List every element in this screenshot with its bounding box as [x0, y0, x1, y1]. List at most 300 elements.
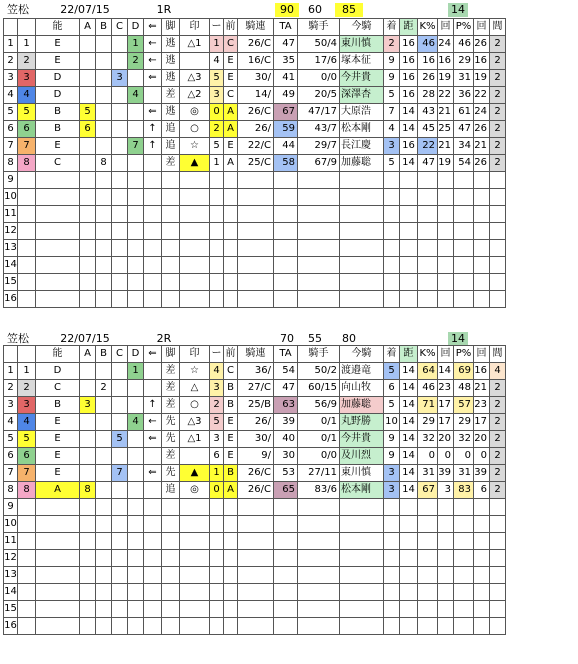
- prev-rank: [210, 291, 224, 308]
- p-percent: [454, 584, 474, 601]
- p-percent: [454, 206, 474, 223]
- ability-grade: E: [36, 53, 80, 70]
- prev-rank: [210, 618, 224, 635]
- row-number: 1: [4, 36, 18, 53]
- rank-d: [128, 465, 144, 482]
- jockey-name: [340, 274, 384, 291]
- jockey-record: [298, 189, 340, 206]
- jockey-record: [298, 291, 340, 308]
- jockey-name: 今井貴: [340, 431, 384, 448]
- ta-score: [274, 550, 298, 567]
- prediction-mark-box[interactable]: ◎: [180, 482, 210, 499]
- finish: 7: [384, 104, 400, 121]
- row-number: 9: [4, 499, 18, 516]
- prediction-mark-box[interactable]: [180, 448, 210, 465]
- rank-c: [112, 274, 128, 291]
- arrow-mark: ⇐: [144, 431, 162, 448]
- jockey-combo: 30/: [238, 431, 274, 448]
- column-header: 閭: [490, 346, 506, 363]
- finish: 5: [384, 87, 400, 104]
- column-header: [18, 19, 36, 36]
- rank-d: [128, 516, 144, 533]
- count-2: [474, 533, 490, 550]
- interval: [490, 274, 506, 291]
- rank-c: [112, 138, 128, 155]
- count-1: 3: [438, 482, 454, 499]
- jockey-record: 17/6: [298, 53, 340, 70]
- distance: [400, 516, 418, 533]
- rank-a: [80, 431, 96, 448]
- table-row[interactable]: [4, 104, 506, 121]
- jockey-record: 29/7: [298, 138, 340, 155]
- count-1: [438, 601, 454, 618]
- arrow-mark: [144, 189, 162, 206]
- ta-score: 40: [274, 431, 298, 448]
- ta-score: 39: [274, 414, 298, 431]
- rank-c: [112, 172, 128, 189]
- table-row[interactable]: [4, 274, 506, 291]
- table-row[interactable]: [4, 618, 506, 635]
- arrow-mark: [144, 274, 162, 291]
- prediction-mark-box[interactable]: △2: [180, 87, 210, 104]
- count-1: [438, 189, 454, 206]
- jockey-record: [298, 257, 340, 274]
- k-percent: 28: [418, 87, 438, 104]
- table-row[interactable]: [4, 291, 506, 308]
- column-header: TA: [274, 19, 298, 36]
- table-row[interactable]: [4, 240, 506, 257]
- header-row: [4, 346, 506, 363]
- gate-number: [18, 567, 36, 584]
- rank-a: [80, 87, 96, 104]
- position-grade: B: [224, 465, 238, 482]
- position-grade: [224, 499, 238, 516]
- k-percent: [418, 206, 438, 223]
- k-percent: 32: [418, 431, 438, 448]
- count-1: [438, 257, 454, 274]
- jockey-record: 60/15: [298, 380, 340, 397]
- p-percent: 36: [454, 87, 474, 104]
- gate-number: [18, 550, 36, 567]
- distance: 14: [400, 482, 418, 499]
- rank-d: [128, 567, 144, 584]
- prediction-mark: [180, 533, 210, 550]
- finish: 9: [384, 431, 400, 448]
- jockey-combo: [238, 274, 274, 291]
- position-grade: E: [224, 70, 238, 87]
- count-1: [438, 206, 454, 223]
- jockey-record: 43/7: [298, 121, 340, 138]
- column-header: 前: [224, 19, 238, 36]
- interval: 2: [490, 70, 506, 87]
- column-header: [4, 346, 18, 363]
- ability-grade: [36, 567, 80, 584]
- jockey-name: 東川慎: [340, 36, 384, 53]
- rank-a: 5: [80, 104, 96, 121]
- count-1: [438, 240, 454, 257]
- rank-b: [96, 516, 112, 533]
- arrow-mark: [144, 291, 162, 308]
- finish: [384, 533, 400, 550]
- rank-d: [128, 397, 144, 414]
- distance: [400, 601, 418, 618]
- rank-a: [80, 363, 96, 380]
- jockey-name: [340, 240, 384, 257]
- ta-score: [274, 172, 298, 189]
- rank-c: [112, 104, 128, 121]
- jockey-name: 及川烈: [340, 448, 384, 465]
- rank-b: [96, 414, 112, 431]
- prediction-mark-box[interactable]: ▲: [180, 465, 210, 482]
- prediction-mark: [180, 618, 210, 635]
- rank-b: 8: [96, 155, 112, 172]
- distance: [400, 291, 418, 308]
- rank-b: [96, 172, 112, 189]
- count-2: [474, 550, 490, 567]
- table-row[interactable]: [4, 155, 506, 172]
- rank-a: [80, 206, 96, 223]
- prediction-mark-box[interactable]: ○: [180, 121, 210, 138]
- table-row[interactable]: [4, 465, 506, 482]
- date-label: 22/07/15: [60, 332, 110, 345]
- prediction-mark: [180, 189, 210, 206]
- finish: 9: [384, 53, 400, 70]
- distance: 14: [400, 414, 418, 431]
- jockey-name: [340, 550, 384, 567]
- count-1: 0: [438, 448, 454, 465]
- arrow-mark: ←: [144, 36, 162, 53]
- jockey-name: [340, 584, 384, 601]
- rank-b: [96, 121, 112, 138]
- arrow-mark: [144, 482, 162, 499]
- position-grade: [224, 533, 238, 550]
- jockey-name: 加藤聡: [340, 155, 384, 172]
- jockey-combo: 27/C: [238, 380, 274, 397]
- position-grade: E: [224, 53, 238, 70]
- count-2: 23: [474, 397, 490, 414]
- prev-rank: 4: [210, 363, 224, 380]
- prediction-mark: [180, 550, 210, 567]
- k-percent: 29: [418, 414, 438, 431]
- prev-rank: [210, 240, 224, 257]
- ability-grade: C: [36, 155, 80, 172]
- k-percent: [418, 240, 438, 257]
- gate-number: [18, 274, 36, 291]
- table-row[interactable]: [4, 36, 506, 53]
- rank-b: [96, 465, 112, 482]
- table-row[interactable]: [4, 482, 506, 499]
- gate-number: 8: [18, 155, 36, 172]
- p-percent: 29: [454, 53, 474, 70]
- ta-score: 53: [274, 465, 298, 482]
- distance: 14: [400, 104, 418, 121]
- arrow-mark: [144, 155, 162, 172]
- table-row[interactable]: [4, 414, 506, 431]
- distance: [400, 257, 418, 274]
- top-num-3: 80: [342, 332, 356, 345]
- rank-b: [96, 223, 112, 240]
- p-percent: [454, 172, 474, 189]
- finish: [384, 567, 400, 584]
- distance: 14: [400, 363, 418, 380]
- jockey-combo: 16/C: [238, 53, 274, 70]
- distance: [400, 618, 418, 635]
- running-style: 先: [162, 431, 180, 448]
- prev-rank: 1: [210, 465, 224, 482]
- table-row[interactable]: [4, 380, 506, 397]
- running-style: [162, 567, 180, 584]
- count-2: [474, 240, 490, 257]
- table-row[interactable]: [4, 206, 506, 223]
- interval: [490, 618, 506, 635]
- jockey-combo: [238, 601, 274, 618]
- finish: 9: [384, 70, 400, 87]
- table-row[interactable]: [4, 53, 506, 70]
- ta-score: 47: [274, 36, 298, 53]
- rank-d: [128, 291, 144, 308]
- arrow-mark: [144, 533, 162, 550]
- running-style: 逃: [162, 104, 180, 121]
- jockey-name: [340, 601, 384, 618]
- rank-a: [80, 465, 96, 482]
- prediction-mark-box[interactable]: △1: [180, 36, 210, 53]
- jockey-record: 27/11: [298, 465, 340, 482]
- count-2: 17: [474, 414, 490, 431]
- prev-rank: [210, 172, 224, 189]
- rank-c: [112, 380, 128, 397]
- prev-rank: [210, 550, 224, 567]
- arrow-mark: [144, 206, 162, 223]
- k-percent: [418, 584, 438, 601]
- interval: 2: [490, 465, 506, 482]
- position-grade: [224, 240, 238, 257]
- rank-a: [80, 240, 96, 257]
- running-style: [162, 240, 180, 257]
- prev-rank: 3: [210, 431, 224, 448]
- p-percent: [454, 189, 474, 206]
- column-header: K%: [418, 346, 438, 363]
- table-row[interactable]: [4, 363, 506, 380]
- table-row[interactable]: [4, 431, 506, 448]
- rank-d: [128, 601, 144, 618]
- prev-rank: 1: [210, 155, 224, 172]
- p-percent: [454, 240, 474, 257]
- ability-grade: E: [36, 431, 80, 448]
- rank-a: [80, 499, 96, 516]
- table-row[interactable]: [4, 550, 506, 567]
- finish: [384, 172, 400, 189]
- interval: [490, 499, 506, 516]
- row-number: 7: [4, 465, 18, 482]
- ta-score: [274, 240, 298, 257]
- column-header: [4, 19, 18, 36]
- ability-grade: [36, 240, 80, 257]
- rank-a: [80, 601, 96, 618]
- prediction-mark: [180, 567, 210, 584]
- count-1: 19: [438, 155, 454, 172]
- finish: 3: [384, 465, 400, 482]
- table-row[interactable]: [4, 567, 506, 584]
- jockey-combo: [238, 584, 274, 601]
- row-number: 5: [4, 104, 18, 121]
- column-header: 閭: [490, 19, 506, 36]
- gate-number: 1: [18, 363, 36, 380]
- table-row[interactable]: [4, 138, 506, 155]
- rank-c: [112, 567, 128, 584]
- jockey-name: 塚本征: [340, 53, 384, 70]
- interval: 2: [490, 414, 506, 431]
- ability-grade: [36, 274, 80, 291]
- table-row[interactable]: [4, 516, 506, 533]
- distance: [400, 240, 418, 257]
- rank-d: 2: [128, 53, 144, 70]
- finish: [384, 257, 400, 274]
- distance: 14: [400, 121, 418, 138]
- column-header: A: [80, 19, 96, 36]
- row-number: 7: [4, 138, 18, 155]
- count-2: 26: [474, 155, 490, 172]
- running-style: [162, 499, 180, 516]
- jockey-combo: 26/C: [238, 104, 274, 121]
- interval: [490, 584, 506, 601]
- rank-d: [128, 584, 144, 601]
- row-number: 4: [4, 414, 18, 431]
- column-header: ー: [210, 19, 224, 36]
- rank-c: [112, 257, 128, 274]
- table-row[interactable]: [4, 601, 506, 618]
- prediction-mark: [180, 499, 210, 516]
- interval: 2: [490, 448, 506, 465]
- jockey-name: 今井貴: [340, 70, 384, 87]
- jockey-name: [340, 257, 384, 274]
- p-percent: 57: [454, 397, 474, 414]
- running-style: 差: [162, 87, 180, 104]
- jockey-name: [340, 206, 384, 223]
- table-row[interactable]: [4, 448, 506, 465]
- rank-c: [112, 223, 128, 240]
- jockey-combo: 25/C: [238, 155, 274, 172]
- finish: [384, 291, 400, 308]
- p-percent: [454, 291, 474, 308]
- jockey-name: [340, 516, 384, 533]
- prev-rank: [210, 189, 224, 206]
- ta-score: 35: [274, 53, 298, 70]
- gate-number: [18, 240, 36, 257]
- gate-number: 2: [18, 53, 36, 70]
- gate-number: 6: [18, 448, 36, 465]
- arrow-mark: [144, 550, 162, 567]
- table-row[interactable]: [4, 584, 506, 601]
- count-1: [438, 499, 454, 516]
- prediction-mark-box[interactable]: ◎: [180, 104, 210, 121]
- prediction-mark-box[interactable]: ☆: [180, 363, 210, 380]
- jockey-record: 20/5: [298, 87, 340, 104]
- prediction-mark-box[interactable]: [180, 53, 210, 70]
- table-row[interactable]: [4, 397, 506, 414]
- jockey-combo: [238, 223, 274, 240]
- ability-grade: B: [36, 104, 80, 121]
- position-grade: [224, 601, 238, 618]
- p-percent: [454, 516, 474, 533]
- position-grade: [224, 584, 238, 601]
- table-row[interactable]: [4, 189, 506, 206]
- jockey-record: [298, 567, 340, 584]
- gate-number: 3: [18, 70, 36, 87]
- p-percent: 31: [454, 70, 474, 87]
- rank-b: [96, 431, 112, 448]
- prev-rank: 2: [210, 397, 224, 414]
- prediction-mark-box[interactable]: △1: [180, 431, 210, 448]
- ta-score: [274, 189, 298, 206]
- prediction-mark-box[interactable]: ☆: [180, 138, 210, 155]
- k-percent: [418, 257, 438, 274]
- column-header: 騎連: [238, 19, 274, 36]
- prediction-mark-box[interactable]: △: [180, 380, 210, 397]
- rank-a: [80, 223, 96, 240]
- table-row[interactable]: [4, 121, 506, 138]
- jockey-combo: [238, 550, 274, 567]
- arrow-mark: [144, 567, 162, 584]
- jockey-record: [298, 499, 340, 516]
- table-row[interactable]: [4, 87, 506, 104]
- rank-a: [80, 274, 96, 291]
- prediction-mark-box[interactable]: ▲: [180, 155, 210, 172]
- top-num-1: 90: [275, 3, 299, 17]
- ta-score: [274, 567, 298, 584]
- rank-a: [80, 533, 96, 550]
- prediction-mark: [180, 240, 210, 257]
- running-style: 逃: [162, 36, 180, 53]
- column-header: P%: [454, 19, 474, 36]
- jockey-name: [340, 533, 384, 550]
- gate-number: [18, 533, 36, 550]
- row-number: 4: [4, 87, 18, 104]
- count-2: 26: [474, 121, 490, 138]
- table-row[interactable]: [4, 70, 506, 87]
- p-percent: 47: [454, 121, 474, 138]
- count-1: [438, 618, 454, 635]
- ta-score: 65: [274, 482, 298, 499]
- table-row[interactable]: [4, 223, 506, 240]
- table-row[interactable]: [4, 257, 506, 274]
- table-row[interactable]: [4, 533, 506, 550]
- distance: [400, 189, 418, 206]
- jockey-combo: [238, 567, 274, 584]
- interval: 2: [490, 36, 506, 53]
- finish: 5: [384, 155, 400, 172]
- prediction-mark-box[interactable]: ○: [180, 397, 210, 414]
- jockey-record: [298, 516, 340, 533]
- jockey-combo: 26/: [238, 414, 274, 431]
- distance: [400, 206, 418, 223]
- table-row[interactable]: [4, 172, 506, 189]
- column-header: ⇐: [144, 19, 162, 36]
- count-1: [438, 533, 454, 550]
- table-row[interactable]: [4, 499, 506, 516]
- jockey-record: [298, 618, 340, 635]
- prediction-mark-box[interactable]: △3: [180, 414, 210, 431]
- column-header: 騎手: [298, 19, 340, 36]
- p-percent: [454, 533, 474, 550]
- jockey-record: [298, 240, 340, 257]
- running-style: 追: [162, 121, 180, 138]
- interval: 4: [490, 363, 506, 380]
- count-1: 23: [438, 380, 454, 397]
- column-header: ー: [210, 346, 224, 363]
- jockey-record: [298, 550, 340, 567]
- ability-grade: D: [36, 363, 80, 380]
- prediction-mark-box[interactable]: △3: [180, 70, 210, 87]
